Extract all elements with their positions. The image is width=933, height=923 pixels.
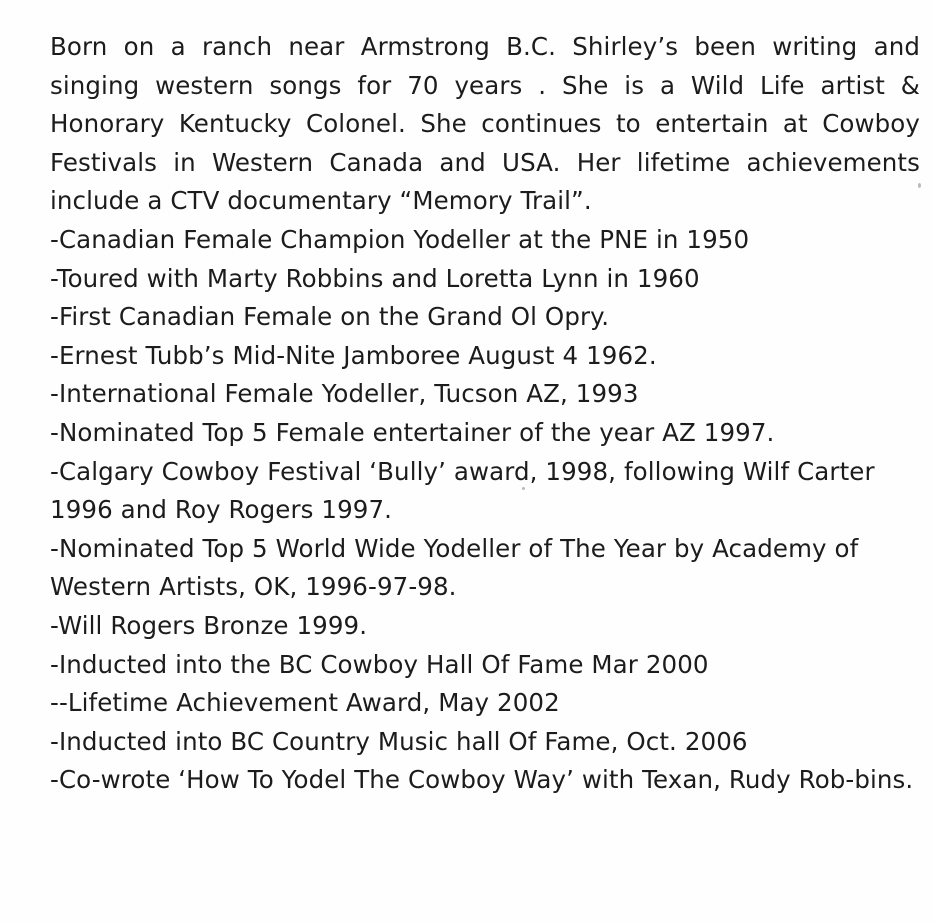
achievement-item: -Inducted into BC Country Music hall Of Fame, Oct. 2006 <box>50 726 748 756</box>
scan-speck <box>918 183 921 188</box>
achievement-item: -International Female Yodeller, Tucson AZ, 1993 <box>50 379 639 409</box>
achievements-list <box>50 221 920 800</box>
scan-speck <box>522 487 525 490</box>
achievement-item: -Canadian Female Champion Yodeller at the PNE in 1950 <box>50 224 750 254</box>
biography-intro: Born on a ranch near Armstrong B.C. Shirley’s been writing and singing western songs for 70 years . She is a Wild Life artist & Honorary Kentucky Colonel. She continues to entertain at Cowboy Festivals in Western Canada and USA. Her lifetime achievements include a CTV documentary “Memory Trail”. <box>50 32 920 216</box>
achievement-item: -Calgary Cowboy Festival ‘Bully’ award, 1998, following Wilf Carter 1996 and Roy Rogers 1997. <box>50 456 875 525</box>
achievement-item: -Nominated Top 5 World Wide Yodeller of The Year by Academy of Western Artists, OK, 1996-97-98. <box>50 533 859 602</box>
achievement-item: -Nominated Top 5 Female entertainer of the year AZ 1997. <box>50 417 775 447</box>
achievement-item: -Co-wrote ‘How To Yodel The Cowboy Way’ with Texan, Rudy Rob-bins. <box>50 765 914 795</box>
achievement-item: --Lifetime Achievement Award, May 2002 <box>50 688 560 718</box>
achievement-item: -First Canadian Female on the Grand Ol Opry. <box>50 302 610 332</box>
achievement-item: -Will Rogers Bronze 1999. <box>50 610 368 640</box>
achievement-item: -Inducted into the BC Cowboy Hall Of Fame Mar 2000 <box>50 649 709 679</box>
biography-text-block <box>50 28 920 800</box>
achievement-item: -Ernest Tubb’s Mid-Nite Jamboree August 4 1962. <box>50 340 657 370</box>
achievement-item: -Toured with Marty Robbins and Loretta Lynn in 1960 <box>50 263 700 293</box>
